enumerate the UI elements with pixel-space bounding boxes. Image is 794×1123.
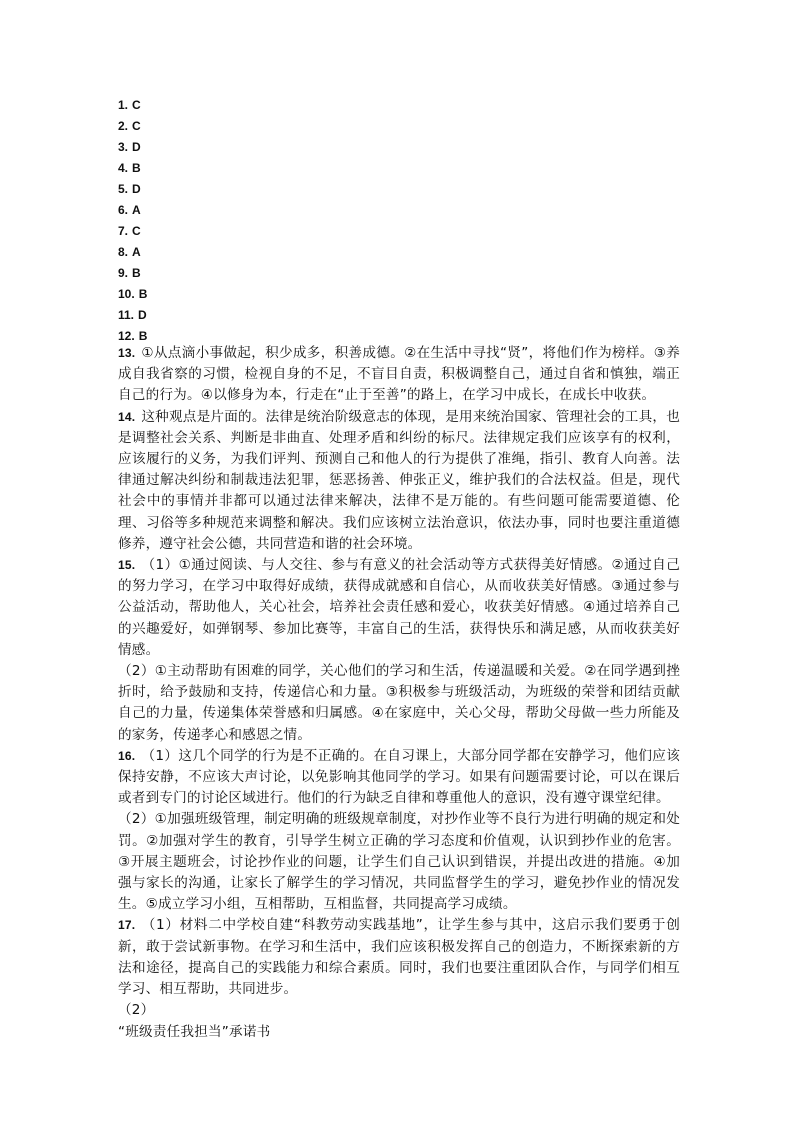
open-answers: [118, 343, 680, 1043]
question-number: 4.: [118, 161, 129, 175]
mc-answer-item: [118, 305, 147, 326]
question-number: 9.: [118, 266, 129, 280]
question-number: 13.: [118, 346, 136, 360]
question-number: 3.: [118, 140, 129, 154]
question-number: 2.: [118, 119, 129, 133]
answer-letter: D: [132, 182, 141, 196]
answer-17-part-2: （2）: [118, 1002, 155, 1019]
mc-answer-item: [118, 221, 147, 242]
mc-answer-item: [118, 116, 147, 137]
mc-answer-item: [118, 242, 147, 263]
answer-letter: B: [132, 161, 141, 175]
answer-letter: C: [132, 224, 141, 238]
answer-letter: C: [132, 119, 141, 133]
mc-answer-item: [118, 95, 147, 116]
answer-letter: A: [132, 245, 141, 259]
multiple-choice-answers: [118, 95, 147, 347]
answer-15-part-2: （2）①主动帮助有困难的同学，关心他们的学习和生活，传递温暖和关爱。②在同学遇到挫折时，给予鼓励和支持，传递信心和力量。③积极参与班级活动，为班级的荣誉和团结贡献自己的力量，传递集体荣誉感和归属感。④在家庭中，关心父母，帮助父母做一些力所能及的家务，传递孝心和感恩之情。: [118, 663, 680, 743]
answer-15-part-1: [118, 555, 680, 661]
answer-14: [118, 407, 680, 555]
answer-text: 这种观点是片面的。法律是统治阶级意志的体现，是用来统治国家、管理社会的工具，也是调整社会关系、判断是非曲直、处理矛盾和纠纷的标尺。法律规定我们应该享有的权利，应该履行的义务，为我们评判、预测自己和他人的行为提供了准绳，指引、教育人向善。法律通过解决纠纷和制裁违法犯罪，惩恶扬善、伸张正义，维护我们的合法权益。但是，现代社会中的事情并非都可以通过法律来解决，法律不是万能的。有些问题可能需要道德、伦理、习俗等多种规范来调整和解决。我们应该树立法治意识，依法办事，同时也要注重道德修养，遵守社会公德，共同营造和谐的社会环境。: [118, 408, 680, 552]
answer-text: （1）①通过阅读、与人交往、参与有意义的社会活动等方式获得美好情感。②通过自己的努力学习，在学习中取得好成绩，获得成就感和自信心，从而收获美好情感。③通过参与公益活动，帮助他人，关心社会，培养社会责任感和爱心，收获美好情感。④通过培养自己的兴趣爱好，如弹钢琴、参加比赛等，丰富自己的生活，获得快乐和满足感，从而收获美好情感。: [118, 557, 680, 658]
mc-answer-item: [118, 263, 147, 284]
question-number: 10.: [118, 287, 135, 301]
answer-letter: A: [132, 203, 141, 217]
answer-text: （1）这几个同学的行为是不正确的。在自习课上，大部分同学都在安静学习，他们应该保持安静，不应该大声讨论，以免影响其他同学的学习。如果有问题需要讨论，可以在课后或者到专门的讨论区域进行。他们的行为缺乏自律和尊重他人的意识，没有遵守课堂纪律。: [118, 747, 680, 807]
mc-answer-item: [118, 137, 147, 158]
answer-letter: B: [138, 329, 148, 343]
answer-letter: D: [132, 140, 141, 154]
answer-text: （1）材料二中学校自建“科教劳动实践基地”，让学生参与其中，这启示我们要勇于创新，敢于尝试新事物。在学习和生活中，我们应该积极发挥自己的创造力，不断探索新的方法和途径，提高自己的实践能力和综合素质。同时，我们也要注重团队合作，与同学们相互学习、相互帮助，共同进步。: [118, 917, 680, 998]
question-number: 14.: [118, 409, 136, 424]
question-number: 11.: [118, 308, 135, 322]
answer-text: ①从点滴小事做起，积少成多，积善成德。②在生活中寻找“贤”，将他们作为榜样。③养成自我省察的习惯，检视自身的不足，不盲目自责，积极调整自己，通过自省和慎独，端正自己的行为。④以修身为本，行走在“止于至善”的路上，在学习中成长，在成长中收获。: [118, 345, 680, 404]
question-number: 17.: [118, 918, 136, 933]
answer-17-part-3: “班级责任我担当”承诺书: [118, 1023, 271, 1040]
mc-answer-item: [118, 200, 147, 221]
question-number: 7.: [118, 224, 129, 238]
question-number: 1.: [118, 98, 129, 112]
question-number: 12.: [118, 329, 135, 343]
question-number: 16.: [118, 748, 136, 763]
answer-17-part-1: [118, 915, 680, 1000]
answer-letter: C: [132, 98, 141, 112]
answer-letter: D: [138, 308, 147, 322]
answer-13: [118, 343, 680, 407]
question-number: 6.: [118, 203, 129, 217]
answer-letter: B: [132, 266, 141, 280]
mc-answer-item: [118, 158, 147, 179]
question-number: 8.: [118, 245, 129, 259]
mc-answer-item: [118, 179, 147, 200]
answer-letter: B: [138, 287, 148, 301]
answer-16-part-2: （2）①加强班级管理，制定明确的班级规章制度，对抄作业等不良行为进行明确的规定和处罚。②加强对学生的教育，引导学生树立正确的学习态度和价值观，认识到抄作业的危害。③开展主题班会，讨论抄作业的问题，让学生们自己认识到错误，并提出改进的措施。④加强与家长的沟通，让家长了解学生的学习情况，共同监督学生的学习，避免抄作业的情况发生。⑤成立学习小组，互相帮助，互相监督，共同提高学习成绩。: [118, 811, 680, 913]
question-number: 15.: [118, 558, 136, 573]
answer-16-part-1: [118, 746, 680, 810]
question-number: 5.: [118, 182, 129, 196]
mc-answer-item: [118, 284, 147, 305]
